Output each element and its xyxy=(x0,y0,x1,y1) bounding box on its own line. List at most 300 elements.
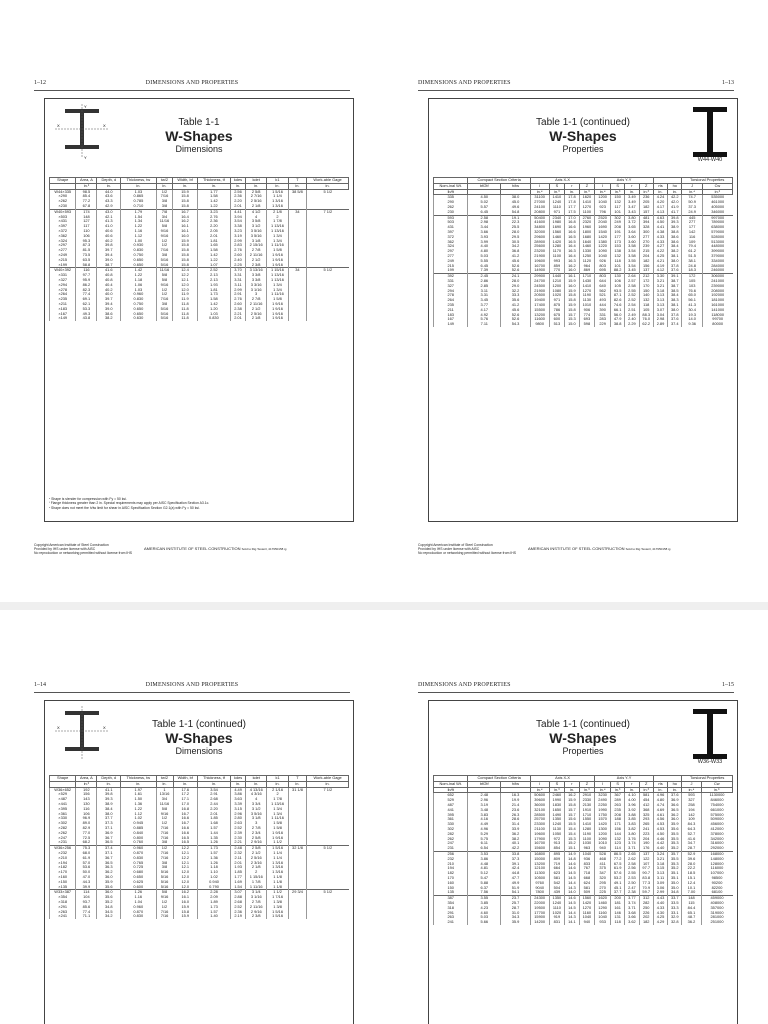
table-cell: 24.8 xyxy=(682,264,702,269)
table-cell: 36.9 xyxy=(97,831,121,836)
table-cell: 4.16 xyxy=(468,817,501,822)
table-cell: 7/16 xyxy=(156,836,173,841)
table-cell: 5.88 xyxy=(468,881,501,886)
table-cell: 270 xyxy=(595,886,611,891)
running-title: DIMENSIONS AND PROPERTIES xyxy=(418,80,511,86)
table-cell: 1410 xyxy=(579,200,595,205)
table-cell: 1 3/8 xyxy=(267,900,288,905)
table-cell: 1.06 xyxy=(121,283,157,288)
table-cell: 43.3 xyxy=(97,199,121,204)
table-cell: 2.01 xyxy=(231,861,246,866)
table-cell: 44.0 xyxy=(97,189,121,194)
table-cell: 2.21 xyxy=(230,312,245,317)
table-cell: 52.7 xyxy=(682,832,701,837)
table-cell: 17.7 xyxy=(565,205,579,210)
table-cell: 971 xyxy=(549,298,565,303)
table-cell: 1.12 xyxy=(121,812,156,817)
table-cell: 2 9/16 xyxy=(246,910,267,915)
table-cell: ×503 xyxy=(50,215,76,220)
column-header: Thickness, tw xyxy=(121,178,157,184)
table-cell: 1130000 xyxy=(701,793,732,798)
table-cell: 15.8 xyxy=(173,263,198,268)
table-cell: 39.3 xyxy=(668,220,682,225)
table-cell: 107000 xyxy=(701,871,732,876)
table-cell: 12.0 xyxy=(173,885,197,890)
table-cell: 2.38 xyxy=(230,307,245,312)
table-cell: 39.7 xyxy=(97,248,121,253)
table-cell: 1.07 xyxy=(197,263,230,268)
table-cell: 116 xyxy=(76,268,97,273)
table-cell: 38.2 xyxy=(97,316,121,321)
table-cell: 161000 xyxy=(702,303,732,308)
table-cell: 16.0 xyxy=(565,284,579,289)
table-cell: 16.6 xyxy=(173,831,197,836)
table-cell: 35.1 xyxy=(668,871,682,876)
table-cell: 34.3 xyxy=(501,915,531,920)
table-cell: 239000 xyxy=(702,284,732,289)
table-cell: 15.1 xyxy=(682,876,701,881)
table-cell: 456000 xyxy=(701,822,732,827)
table-cell: ×262 xyxy=(50,831,76,836)
table-cell xyxy=(288,914,306,919)
table-cell: 664 xyxy=(549,866,565,871)
table-cell: 170 xyxy=(434,876,468,881)
table-cell: 7.11 xyxy=(468,322,501,327)
table-cell: 1.57 xyxy=(197,851,230,856)
table-cell: 182 xyxy=(639,205,653,210)
table-cell: ×230 xyxy=(50,204,76,209)
table-cell: 16.1 xyxy=(173,224,198,229)
table-cell: 17.8 xyxy=(565,195,579,200)
table-cell: 1100 xyxy=(579,837,595,842)
table-cell: 23300 xyxy=(530,822,549,827)
table-cell: 80000 xyxy=(702,322,732,327)
group-header: Torsional Properties xyxy=(682,178,733,184)
group-header: Torsional Properties xyxy=(682,776,733,782)
unit-cell: in. xyxy=(97,781,121,787)
table-cell: 77.4 xyxy=(76,292,97,297)
table-cell: 581 xyxy=(549,876,565,881)
table-cell: 2.21 xyxy=(231,840,246,845)
table-cell: 81.5 xyxy=(76,248,97,253)
table-cell: 1 1/4 xyxy=(267,856,288,861)
table-cell: 33.7 xyxy=(668,896,682,901)
table-cell: 468 xyxy=(595,857,611,862)
table-cell: 278 xyxy=(434,293,468,298)
table-cell: 0.725 xyxy=(121,865,156,870)
unit-cell: lb/ft xyxy=(434,189,468,195)
table-cell: 1120 xyxy=(579,259,595,264)
unit-cell: in.⁴ xyxy=(595,189,611,195)
table-cell: 3.07 xyxy=(231,890,246,895)
table-cell: 528 xyxy=(595,851,611,856)
table-cell: 4 1/2 xyxy=(245,209,266,214)
table-cell: 1 13/16 xyxy=(267,229,288,234)
table-cell: 105 xyxy=(639,308,653,313)
running-title: DIMENSIONS AND PROPERTIES xyxy=(418,682,511,688)
table-cell: 293 xyxy=(639,817,653,822)
table-cell: 375 xyxy=(595,866,611,871)
column-header: rts xyxy=(653,183,667,189)
table-cell: 16.2 xyxy=(565,793,579,798)
table-cell: 36.2 xyxy=(682,920,701,925)
table-cell: 35.6 xyxy=(668,827,682,832)
table-cell: 215 xyxy=(639,249,653,254)
table-cell: 256 xyxy=(434,851,468,856)
table-cell: 2.68 xyxy=(231,900,246,905)
table-cell: 1550 xyxy=(579,817,595,822)
table-cell: 68100 xyxy=(701,890,732,895)
table-cell: 48.7 xyxy=(682,915,701,920)
table-cell: 21900 xyxy=(530,289,549,294)
table-cell: 101 xyxy=(611,264,625,269)
table-cell: 513000 xyxy=(702,240,732,245)
properties-table xyxy=(433,177,733,327)
table-cell: 362 xyxy=(434,240,468,245)
table-cell: 12.1 xyxy=(173,861,197,866)
table-cell: 37.7 xyxy=(97,816,121,821)
table-cell: 2 3/8 xyxy=(246,914,267,919)
table-cell: 53.2 xyxy=(611,876,625,881)
table-cell: 357000 xyxy=(701,906,732,911)
table-cell: 12.0 xyxy=(173,870,197,875)
table-cell: 211 xyxy=(434,308,468,313)
column-header: T xyxy=(288,776,306,782)
table-cell: ×194 xyxy=(50,861,76,866)
table-cell: 7 1/2 xyxy=(307,787,349,792)
table-cell: 29900 xyxy=(530,274,549,279)
table-cell: 7.39 xyxy=(468,268,501,273)
table-cell: 177 xyxy=(611,235,625,240)
table-cell: 2 11/16 xyxy=(246,905,267,910)
table-cell: 44.3 xyxy=(76,880,97,885)
table-cell: 3.64 xyxy=(625,230,639,235)
table-cell: 5 1/2 xyxy=(307,268,349,273)
unit-cell: in. xyxy=(197,183,230,189)
table-cell: 4.33 xyxy=(653,906,667,911)
table-cell: 36000 xyxy=(530,803,549,808)
table-cell: 19600 xyxy=(530,832,549,837)
table-cell: 131 xyxy=(611,915,625,920)
table-cell: 33.3 xyxy=(501,293,531,298)
table-cell: 14.0 xyxy=(565,890,579,895)
table-cell: 2 7/8 xyxy=(246,826,267,831)
table-cell: 1 3/4 xyxy=(267,288,288,293)
table-cell: 32.8 xyxy=(668,920,682,925)
table-cell: 2.56 xyxy=(230,189,245,194)
table-cell: 493 xyxy=(595,298,611,303)
table-cell: 1200 xyxy=(595,832,611,837)
table-cell: 3.92 xyxy=(625,808,639,813)
table-cell: 35.3 xyxy=(668,841,682,846)
table-cell: 235 xyxy=(434,303,468,308)
table-cell: 54.1 xyxy=(501,890,531,895)
table-cell: 1 3/4 xyxy=(267,239,288,244)
table-cell: 624 xyxy=(579,881,595,886)
unit-cell: in.⁴ xyxy=(530,787,549,793)
table-cell: 235 xyxy=(611,808,625,813)
column-header: tw/2 xyxy=(156,776,173,782)
table-cell: 1420 xyxy=(579,901,595,906)
table-cell: 98500 xyxy=(701,876,732,881)
table-cell: 123 xyxy=(611,841,625,846)
table-cell: 5.29 xyxy=(468,832,501,837)
column-header: Depth, d xyxy=(97,178,121,184)
table-cell: 509 xyxy=(579,890,595,895)
table-cell: 65.0 xyxy=(682,293,702,298)
table-cell: 2.49 xyxy=(625,313,639,318)
table-cell: 3/8 xyxy=(156,253,173,258)
table-cell: 1570 xyxy=(595,817,611,822)
table-cell: 1.54 xyxy=(121,215,157,220)
table-cell: 325 xyxy=(639,813,653,818)
table-cell: 1080 xyxy=(549,289,565,294)
table-cell: 1690 xyxy=(549,225,565,230)
table-cell: 2.54 xyxy=(625,303,639,308)
table-cell: 2.45 xyxy=(468,274,501,279)
table-cell: 150 xyxy=(639,289,653,294)
table-cell: 9040 xyxy=(530,886,549,891)
table-cell: 277 xyxy=(434,254,468,259)
table-cell: 4.92 xyxy=(468,313,501,318)
table-cell: 3 xyxy=(245,292,266,297)
table-cell: 39.8 xyxy=(668,215,682,220)
table-cell: 3.44 xyxy=(468,225,501,230)
table-cell: 86.5 xyxy=(611,851,625,856)
table-cell: 16.1 xyxy=(173,229,198,234)
table-cell: 2.44 xyxy=(197,802,230,807)
table-row xyxy=(434,322,733,327)
table-cell: 1.42 xyxy=(197,199,230,204)
table-cell: 367 xyxy=(611,793,625,798)
table-cell: 40.2 xyxy=(97,288,121,293)
table-cell: 1560 xyxy=(549,230,565,235)
table-cell: 39.0 xyxy=(97,307,121,312)
table-cell: 1.57 xyxy=(197,826,230,831)
table-cell: 9/16 xyxy=(156,812,173,817)
page-left-bottom xyxy=(0,610,384,1024)
unit-cell: in. xyxy=(307,781,349,787)
table-cell: 277 xyxy=(639,235,653,240)
column-header: kdes xyxy=(231,776,246,782)
table-cell: 95.3 xyxy=(76,239,97,244)
table-cell: 392 xyxy=(434,274,468,279)
table-cell: 0.830 xyxy=(121,248,157,253)
table-footnotes xyxy=(49,497,349,510)
table-cell: 37.7 xyxy=(611,890,625,895)
unit-cell: in.³ xyxy=(611,189,625,195)
table-cell: 4.74 xyxy=(653,803,667,808)
table-cell: ×431 xyxy=(50,219,76,224)
table-cell: 204 xyxy=(639,837,653,842)
table-cell: 1830 xyxy=(549,803,565,808)
column-header: Work-able Gage xyxy=(307,178,349,184)
table-cell: 16.8 xyxy=(173,807,197,812)
table-cell: 9.36 xyxy=(682,322,702,327)
column-header: I xyxy=(595,183,611,189)
table-cell: 270 xyxy=(639,240,653,245)
copyright-block: Copyright American Institute of Steel Construction Provided by IHS under license with AISC No reproduction or networking permitted without license from IHS AMERICAN INSTITUTE OF STEEL CONSTRUCTION Sold to:Dig Testeril, 417950158 ig xyxy=(34,543,287,555)
table-cell: 83.8 xyxy=(639,876,653,881)
table-cell: 3.58 xyxy=(625,254,639,259)
table-label: Table 1-1 xyxy=(178,117,220,128)
table-cell: 1750 xyxy=(595,813,611,818)
table-cell: 3.13 xyxy=(653,293,667,298)
table-cell: 16.4 xyxy=(565,244,579,249)
table-cell: 182 xyxy=(639,920,653,925)
table-cell: 265 xyxy=(639,822,653,827)
table-cell: 5.03 xyxy=(468,254,501,259)
table-cell: 49.6 xyxy=(501,205,531,210)
table-cell: 913 xyxy=(549,841,565,846)
table-cell: 1110 xyxy=(549,205,565,210)
table-cell: 2 1/16 xyxy=(267,787,288,792)
table-cell: 3.74 xyxy=(625,901,639,906)
table-cell: 241 xyxy=(639,827,653,832)
table-cell: 247 xyxy=(434,841,468,846)
table-cell: 4 xyxy=(246,797,267,802)
table-cell: 122 xyxy=(639,857,653,862)
table-cell: 2 3/8 xyxy=(245,263,266,268)
table-cell: 7 1/2 xyxy=(307,209,349,214)
table-cell: ×264 xyxy=(50,292,76,297)
table-cell: 1.00 xyxy=(121,239,157,244)
table-cell: 431 xyxy=(434,225,468,230)
table-cell: 1.22 xyxy=(121,807,156,812)
table-cell: 1460 xyxy=(595,901,611,906)
table-cell: 4.50 xyxy=(653,220,667,225)
table-cell: 110 xyxy=(76,229,97,234)
table-cell: 3.48 xyxy=(468,808,501,813)
table-cell: 14200 xyxy=(530,920,549,925)
table-cell: 56.1 xyxy=(682,298,702,303)
table-cell: 200 xyxy=(611,896,625,901)
table-cell: 6.45 xyxy=(468,264,501,269)
table-cell: 4.30 xyxy=(653,911,667,916)
table-cell: 5/16 xyxy=(156,263,173,268)
table-cell: 1330 xyxy=(579,249,595,254)
table-cell: ×302 xyxy=(50,821,76,826)
table-cell: 47.9 xyxy=(611,317,625,322)
table-cell: 5/16 xyxy=(156,875,173,880)
table-cell: 35.1 xyxy=(668,876,682,881)
table-cell: 1040 xyxy=(595,915,611,920)
table-cell: 454 xyxy=(639,798,653,803)
table-cell: 2.88 xyxy=(231,895,246,900)
table-cell: 38.8 xyxy=(611,322,625,327)
table-cell: 361 xyxy=(434,817,468,822)
table-cell: 116 xyxy=(76,807,97,812)
table-cell: 1.81 xyxy=(197,239,230,244)
table-cell: 4.33 xyxy=(653,235,667,240)
table-cell: 90.7 xyxy=(639,871,653,876)
table-cell: 93.5 xyxy=(611,289,625,294)
table-cell: 0.765 xyxy=(121,861,156,866)
table-cell: 342000 xyxy=(701,837,732,842)
table-cell: 1.40 xyxy=(197,914,230,919)
table-cell: 940 xyxy=(595,846,611,851)
table-row xyxy=(434,920,733,925)
table-cell: 600 xyxy=(549,317,565,322)
table-cell: ×487 xyxy=(50,797,76,802)
table-cell: 3.31 xyxy=(468,293,501,298)
table-frame xyxy=(44,98,354,522)
column-header: Shape xyxy=(50,178,76,184)
table-cell: 42.0 xyxy=(668,200,682,205)
table-cell: 0.760 xyxy=(121,840,156,845)
table-cell: 174 xyxy=(76,209,97,214)
table-cell: 23.6 xyxy=(501,808,531,813)
table-cell: 118000 xyxy=(702,313,732,318)
table-cell: 2.01 xyxy=(230,316,245,321)
table-cell: 156 xyxy=(611,827,625,832)
table-cell: 7/16 xyxy=(156,194,173,199)
table-cell: 87.3 xyxy=(76,243,97,248)
table-cell: 28.7 xyxy=(501,906,531,911)
table-cell: 2330 xyxy=(579,798,595,803)
column-header: r xyxy=(625,781,639,787)
table-cell: 1.58 xyxy=(197,248,230,253)
table-cell: 37.6 xyxy=(668,793,682,798)
table-cell: 1.73 xyxy=(197,846,230,851)
unit-cell: in.⁶ xyxy=(702,189,732,195)
table-cell: 36.9 xyxy=(668,798,682,803)
table-cell: 15.9 xyxy=(565,798,579,803)
table-cell: 82200 xyxy=(701,886,732,891)
table-cell: 36.2 xyxy=(97,870,121,875)
table-cell: 2.58 xyxy=(625,862,639,867)
table-title: W-Shapes xyxy=(165,730,233,746)
table-cell: 0.785 xyxy=(121,199,157,204)
table-cell: ×235 xyxy=(50,297,76,302)
table-cell: 3/8 xyxy=(156,199,173,204)
running-title: DIMENSIONS AND PROPERTIES xyxy=(145,682,239,688)
table-cell: 1/2 xyxy=(156,189,173,194)
header-rule xyxy=(418,90,734,91)
table-cell: 30.4 xyxy=(682,308,702,313)
table-cell: 3.15 xyxy=(653,866,667,871)
table-cell: 1 5/16 xyxy=(267,189,288,194)
table-cell: 2 11/16 xyxy=(245,302,266,307)
table-cell: 15.2 xyxy=(565,841,579,846)
table-cell: 199 xyxy=(434,268,468,273)
table-cell: 3.71 xyxy=(625,846,639,851)
table-cell: 3.77 xyxy=(625,896,639,901)
table-cell: 1990 xyxy=(595,808,611,813)
table-cell: 39.7 xyxy=(97,297,121,302)
table-cell: 4.38 xyxy=(653,230,667,235)
table-cell: 35.6 xyxy=(97,885,121,890)
table-cell: 21900 xyxy=(530,254,549,259)
table-cell: 0.830 xyxy=(121,914,156,919)
table-cell: 441 xyxy=(434,808,468,813)
column-header: Cw xyxy=(701,781,732,787)
table-cell: 236 xyxy=(639,195,653,200)
table-cell: 2.55 xyxy=(625,289,639,294)
table-cell: 57.6 xyxy=(611,871,625,876)
table-cell: 41.3 xyxy=(97,219,121,224)
table-cell: 459000 xyxy=(701,896,732,901)
table-cell: 5 1/2 xyxy=(307,189,349,194)
svg-text:X: X xyxy=(57,123,60,128)
table-cell: 2340 xyxy=(549,215,565,220)
unit-cell: in. xyxy=(230,183,245,189)
table-cell: 3 3/8 xyxy=(245,273,266,278)
table-cell: 115 xyxy=(682,901,701,906)
table-cell: 181000 xyxy=(702,298,732,303)
table-cell: 292000 xyxy=(701,846,732,851)
table-cell: 875 xyxy=(549,303,565,308)
